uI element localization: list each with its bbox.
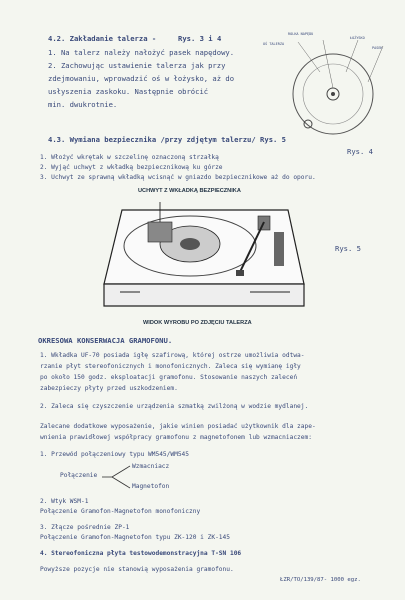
fig5-view-label: WIDOK WYROBU PO ZDJĘCIU TALERZA: [143, 320, 252, 326]
section-4-3-heading: 4.3. Wymiana bezpiecznika /przy zdjętym talerzu/ Rys. 5: [48, 135, 286, 144]
extras-item-4: 4. Stereofoniczna płyta testowodemonstracyjna T-SN 106: [40, 550, 242, 557]
s43-line-1: 1. Włożyć wkrętak w szczelinę oznaczoną strzałką: [40, 154, 219, 161]
s42-line-1: 1. Na talerz należy nałożyć pasek napędowy.: [48, 48, 235, 57]
extras-item-3b: Połączenie Gramofon-Magnetofon typu ZK-120 i ZK-145: [40, 534, 230, 541]
fig4-label-drive: ROLKA NAPĘDU: [288, 32, 314, 36]
fig5-fuse-holder-label: UCHWYT Z WKŁADKĄ BEZPIECZNIKA: [138, 188, 241, 194]
figure-5-caption: Rys. 5: [335, 244, 361, 253]
print-footer: ŁZR/TO/139/87- 1000 egz.: [280, 577, 361, 583]
section-4-2-heading: 4.2. Zakładanie talerza -: [48, 34, 157, 43]
fig4-label-axis: OŚ TALERZA: [263, 42, 285, 46]
s42-line-2: 2. Zachowując ustawienie talerza jak przy: [48, 61, 226, 70]
section-4-2-figure-ref: Rys. 3 i 4: [178, 34, 222, 43]
extras-intro-2: wnienia prawidłowej współpracy gramofonu z magnetofonem lub wzmacniaczem:: [40, 434, 312, 441]
extras-item-2b: Połączenie Gramofon-Magnetofon monofoniczny: [40, 508, 201, 515]
maint-p1-line-2: rzanie płyt stereofonicznych i monofonicznych. Zaleca się wymianę igły: [40, 363, 301, 370]
fig4-label-bearing: ŁOŻYSKO: [350, 36, 365, 40]
s43-line-2: 2. Wyjąć uchwyt z wkładką bezpiecznikową ku górze: [40, 164, 223, 171]
extras-note: Powyższe pozycje nie stanowią wyposażenia gramofonu.: [40, 566, 234, 573]
maint-p1-line-1: 1. Wkładka UF-70 posiada igłę szafirową, której ostrze umożliwia odtwa-: [40, 352, 305, 359]
figure-5-turntable-illustration: [100, 192, 310, 314]
fig4-label-belt: PASEK: [372, 46, 383, 50]
extras-item-1: 1. Przewód połączeniowy typu WM545/WM545: [40, 451, 190, 458]
s42-line-4: usłyszenia zaskoku. Następnie obrócić: [48, 87, 209, 96]
figure-4-caption: Rys. 4: [347, 147, 373, 156]
conn-bottom-label: Magnetofon: [132, 483, 170, 490]
maint-p1-line-3: po około 150 godz. eksploatacji gramofonu. Stosowanie naszych zaleceń: [40, 374, 298, 381]
extras-intro-1: Zalecane dodatkowe wyposażenie, jakie winien posiadać użytkownik dla zape-: [40, 423, 316, 430]
maintenance-heading: OKRESOWA KONSERWACJA GRAMOFONU.: [38, 336, 173, 345]
conn-left-label: Połączenie: [60, 472, 98, 479]
extras-item-3: 3. Złącze pośrednie ZP-1: [40, 524, 130, 531]
s42-line-5: min. dwukrotnie.: [48, 100, 118, 109]
maint-p2: 2. Zaleca się czyszczenie urządzenia szmatką zwilżoną w wodzie mydlanej.: [40, 403, 309, 410]
conn-top-label: Wzmacniacz: [132, 463, 170, 470]
maint-p1-line-4: zabezpieczy płyty przed uszkodzeniem.: [40, 385, 178, 392]
extras-item-2: 2. Wtyk WSM-1: [40, 498, 89, 505]
s42-line-3: zdejmowaniu, wprowadzić oś w łożysko, aż do: [48, 74, 235, 83]
s43-line-3: 3. Uchwyt ze sprawną wkładką wcisnąć w gniazdo bezpiecznikowe aż do oporu.: [40, 174, 316, 181]
